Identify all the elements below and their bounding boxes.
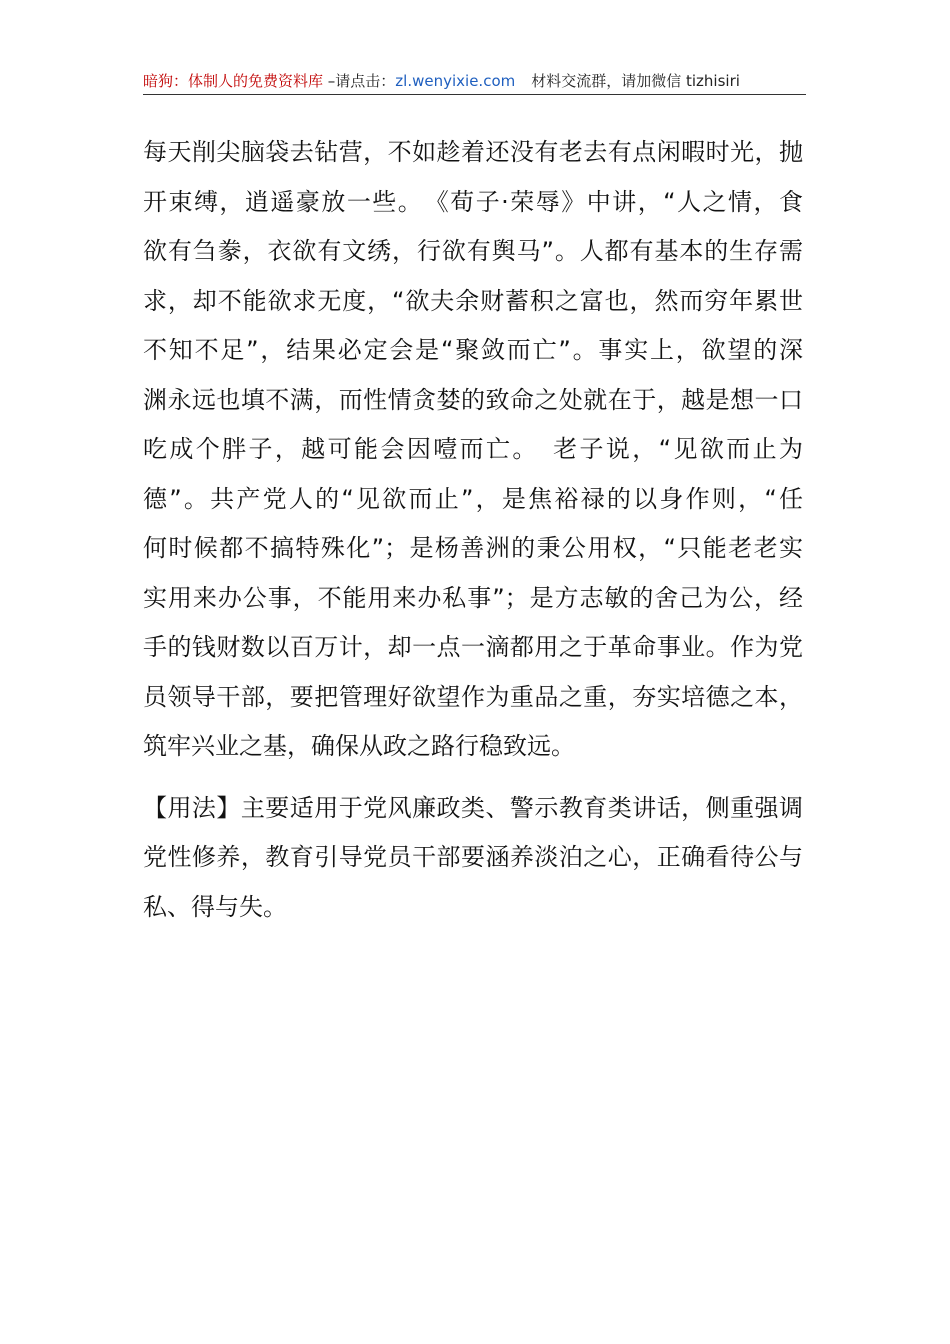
header-link-prefix: –请点击： — [323, 72, 396, 90]
text-line: 不知不足”，结果必定会是“聚敛而亡”。事实上，欲望的深 — [143, 336, 803, 364]
document-body — [143, 128, 803, 932]
page-header — [143, 70, 806, 95]
text-line: 筑牢兴业之基，确保从政之路行稳致远。 — [143, 732, 575, 760]
text-line: 德”。共产党人的“见欲而止”，是焦裕禄的以身作则，“任 — [143, 484, 803, 513]
header-url-link[interactable]: zl.wenyixie.com — [395, 72, 516, 90]
text-line: 开束缚，逍遥豪放一些。 《荀子·荣辱》中讲，“人之情，食 — [143, 187, 803, 216]
paragraph-main — [143, 128, 803, 772]
paragraph-gap — [143, 772, 803, 784]
text-line: 手的钱财数以百万计，却一点一滴都用之于革命事业。作为党 — [143, 633, 803, 661]
text-line: 私、得与失。 — [143, 892, 287, 921]
header-group-info: 材料交流群，请加微信 tizhisiri — [531, 72, 740, 90]
text-line: 求，却不能欲求无度，“欲夫余财蓄积之富也，然而穷年累世 — [143, 286, 803, 315]
text-line: 员领导干部，要把管理好欲望作为重品之重，夯实培德之本， — [143, 682, 803, 711]
text-line: 何时候都不搞特殊化”；是杨善洲的秉公用权，“只能老老实 — [143, 534, 803, 562]
text-line: 渊永远也填不满，而性情贪婪的致命之处就在于，越是想一口 — [143, 385, 803, 414]
paragraph-usage — [143, 784, 803, 933]
text-line: 【用法】主要适用于党风廉政类、警示教育类讲话，侧重强调 — [143, 793, 803, 822]
text-line: 欲有刍豢，衣欲有文绣，行欲有舆马”。人都有基本的生存需 — [143, 237, 803, 265]
text-line: 每天削尖脑袋去钻营，不如趁着还没有老去有点闲暇时光，抛 — [143, 138, 803, 166]
text-line: 实用来办公事，不能用来办私事”；是方志敏的舍己为公，经 — [143, 583, 803, 612]
text-line: 党性修养，教育引导党员干部要涵养淡泊之心，正确看待公与 — [143, 843, 803, 871]
header-brand: 暗狗：体制人的免费资料库 — [143, 72, 324, 90]
text-line: 吃成个胖子，越可能会因噎而亡。 老子说，“见欲而止为 — [143, 435, 803, 463]
